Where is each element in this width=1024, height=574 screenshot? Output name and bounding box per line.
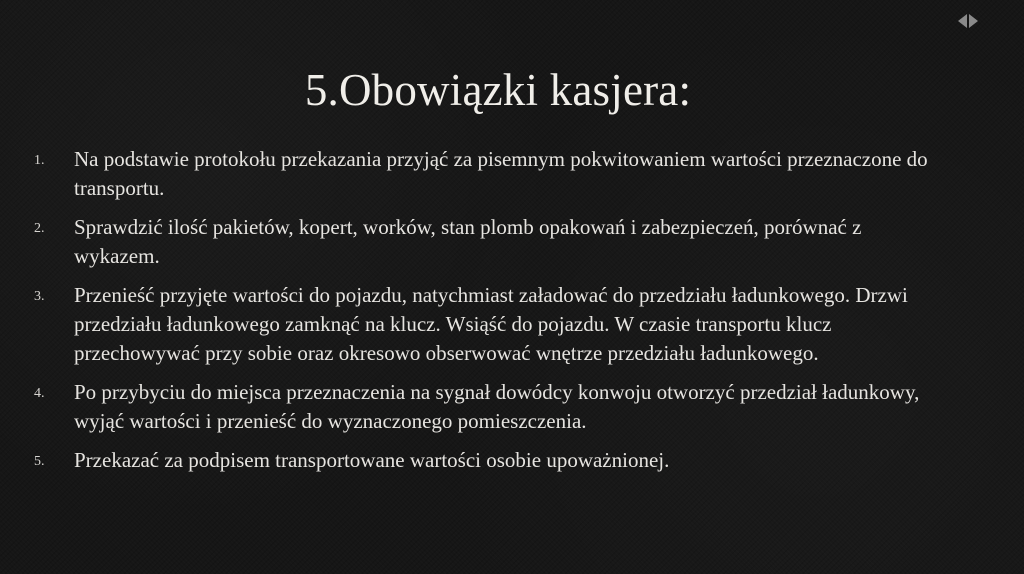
list-item-text: Sprawdzić ilość pakietów, kopert, worków, stan plomb opakowań i zabezpieczeń, porównać z wykazem. xyxy=(74,215,862,268)
list-item-number: 3. xyxy=(34,289,45,304)
slide-title: 5.Obowiązki kasjera: xyxy=(304,65,692,115)
list-item-text: Przekazać za podpisem transportowane wartości osobie upoważnionej. xyxy=(74,448,670,472)
slide-nav xyxy=(958,14,978,28)
list-item xyxy=(0,378,1024,436)
list-item xyxy=(0,213,1024,271)
list-item-number: 5. xyxy=(34,454,45,469)
list-item-number: 2. xyxy=(34,221,45,236)
list-item-text: Na podstawie protokołu przekazania przyjąć za pisemnym pokwitowaniem wartości przeznaczone do transportu. xyxy=(74,147,928,200)
list-item-number: 1. xyxy=(34,153,45,168)
list-item-text: Po przybyciu do miejsca przeznaczenia na sygnał dowódcy konwoju otworzyć przedział ładunkowy, wyjąć wartości i przenieść do wyznaczonego pomieszczenia. xyxy=(74,380,920,433)
list-item xyxy=(0,281,1024,368)
arrow-right-icon[interactable] xyxy=(969,14,978,28)
list-item-number: 4. xyxy=(34,386,45,401)
duties-list xyxy=(0,145,1024,485)
list-item xyxy=(0,145,1024,203)
list-item-text: Przenieść przyjęte wartości do pojazdu, natychmiast załadować do przedziału ładunkowego. Drzwi przedziału ładunkowego zamknąć na klucz. Wsiąść do pojazdu. W czasie transportu klucz przechowywać przy sobie oraz okresowo obserwować wnętrze przedziału ładunkowego. xyxy=(74,283,908,365)
arrow-left-icon[interactable] xyxy=(958,14,967,28)
list-item xyxy=(0,446,1024,475)
